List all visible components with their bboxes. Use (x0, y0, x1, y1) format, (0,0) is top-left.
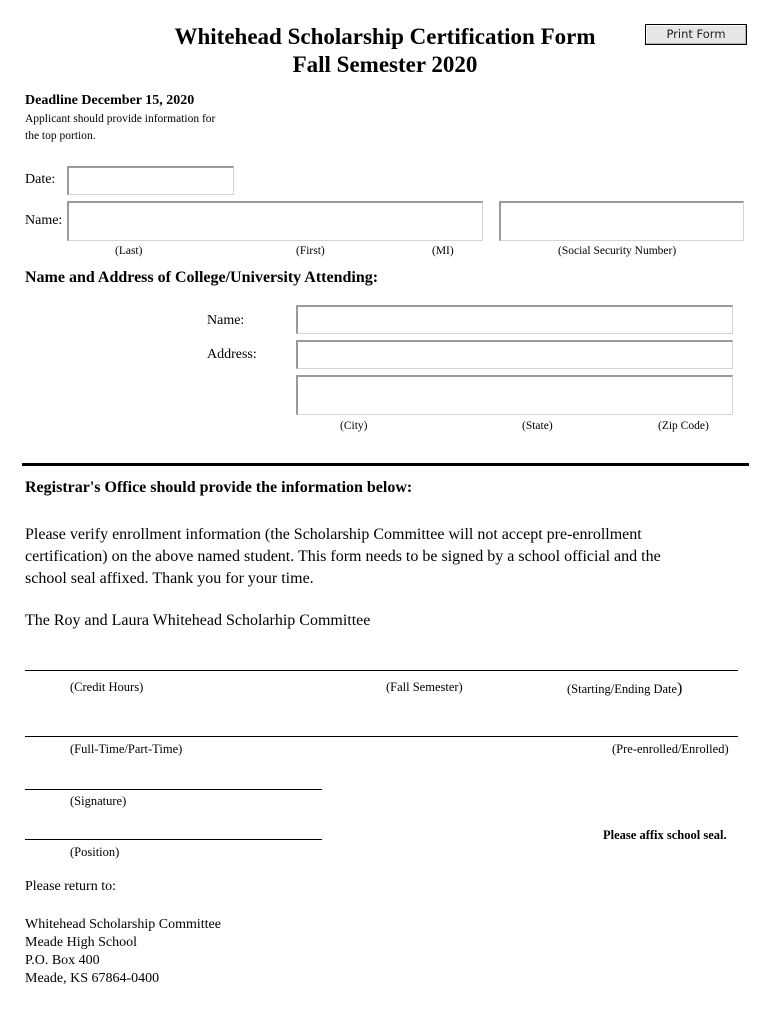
return-address-line2: Meade High School (25, 935, 137, 950)
fall-semester-label: (Fall Semester) (386, 680, 463, 694)
instructions-line2: certification) on the above named student. This form needs to be signed by a school official and the (25, 548, 661, 565)
print-form-button[interactable]: Print Form (645, 24, 747, 45)
instructions-line1: Please verify enrollment information (the Scholarship Committee will not accept pre-enrollment (25, 526, 642, 543)
return-label: Please return to: (25, 879, 116, 894)
return-address-line1: Whitehead Scholarship Committee (25, 917, 221, 932)
city-state-zip-input[interactable] (296, 375, 733, 415)
form-subtitle: Fall Semester 2020 (292, 52, 478, 77)
sub-label-last: (Last) (115, 245, 143, 257)
return-address-line3: P.O. Box 400 (25, 953, 100, 968)
position-line (25, 839, 322, 840)
signature-line (25, 789, 322, 790)
sub-label-ssn: (Social Security Number) (558, 245, 677, 257)
full-part-time-label: (Full-Time/Part-Time) (70, 742, 183, 756)
college-name-label: Name: (207, 313, 245, 328)
ssn-input[interactable] (499, 201, 744, 241)
applicant-name-input[interactable] (67, 201, 483, 241)
starting-ending-date-label (567, 680, 682, 698)
credit-hours-label: (Credit Hours) (70, 680, 144, 694)
college-heading: Name and Address of College/University Attending: (25, 269, 379, 286)
pre-enrolled-label: (Pre-enrolled/Enrolled) (612, 742, 729, 756)
sub-label-first: (First) (296, 245, 325, 257)
applicant-note-line1: Applicant should provide information for (25, 113, 216, 125)
form-title: Whitehead Scholarship Certification Form (174, 24, 596, 49)
enrollment-status-line (25, 736, 738, 737)
applicant-note-line2: the top portion. (25, 130, 96, 142)
credit-hours-line (25, 670, 738, 671)
sub-label-city: (City) (340, 420, 368, 432)
date-label: Date: (25, 172, 56, 187)
registrar-heading: Registrar's Office should provide the information below: (25, 479, 413, 496)
deadline-text: Deadline December 15, 2020 (25, 93, 195, 108)
seal-note: Please affix school seal. (603, 828, 727, 842)
committee-name: The Roy and Laura Whitehead Scholarhip Committee (25, 612, 371, 629)
signature-label: (Signature) (70, 794, 127, 808)
closing-paren: ) (677, 680, 683, 697)
sub-label-mi: (MI) (432, 245, 454, 257)
instructions-line3: school seal affixed. Thank you for your time. (25, 570, 314, 587)
section-divider (22, 463, 749, 466)
college-name-input[interactable] (296, 305, 733, 334)
return-address-line4: Meade, KS 67864-0400 (25, 971, 160, 986)
sub-label-state: (State) (522, 420, 553, 432)
date-input[interactable] (67, 166, 234, 195)
address-input[interactable] (296, 340, 733, 369)
starting-ending-date-text: (Starting/Ending Date (567, 682, 678, 696)
name-label: Name: (25, 213, 63, 228)
position-label: (Position) (70, 845, 120, 859)
address-label: Address: (207, 347, 257, 362)
sub-label-zip: (Zip Code) (658, 420, 709, 432)
